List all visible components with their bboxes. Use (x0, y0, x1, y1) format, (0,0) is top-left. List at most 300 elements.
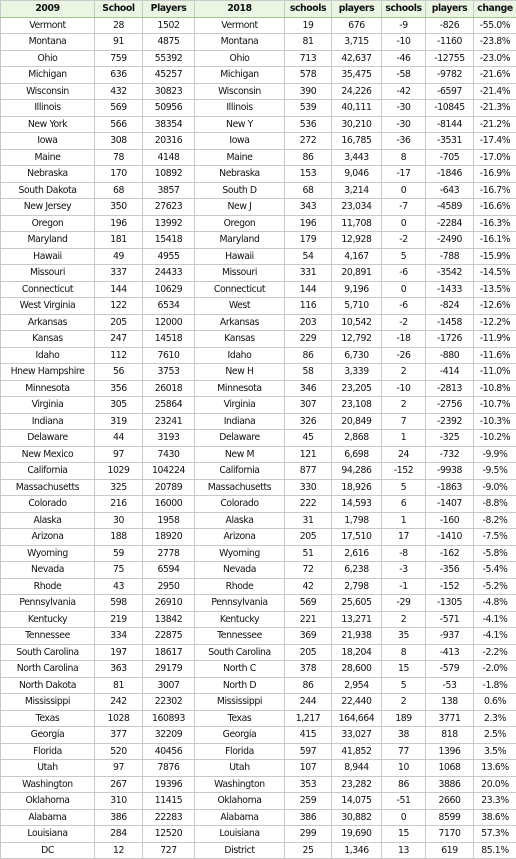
players-2009-cell[interactable]: 15418 (143, 232, 195, 249)
players-2018-cell[interactable]: 1,798 (332, 512, 382, 529)
players-diff-cell[interactable]: -10845 (426, 100, 474, 117)
state-2009-cell[interactable]: Kansas (1, 331, 95, 348)
players-2009-cell[interactable]: 7610 (143, 347, 195, 364)
players-2009-cell[interactable]: 160893 (143, 710, 195, 727)
state-2009-cell[interactable]: Delaware (1, 430, 95, 447)
schools-diff-cell[interactable]: 5 (382, 479, 426, 496)
schools-2009-cell[interactable]: 363 (95, 661, 143, 678)
state-2009-cell[interactable]: Maryland (1, 232, 95, 249)
players-diff-cell[interactable]: 1068 (426, 760, 474, 777)
players-2009-cell[interactable]: 20789 (143, 479, 195, 496)
schools-2018-cell[interactable]: 144 (285, 281, 332, 298)
players-diff-cell[interactable]: -325 (426, 430, 474, 447)
state-2009-cell[interactable]: Illinois (1, 100, 95, 117)
state-2018-cell[interactable]: Kansas (195, 331, 285, 348)
players-2018-cell[interactable]: 35,475 (332, 67, 382, 84)
state-2009-cell[interactable]: New York (1, 116, 95, 133)
players-2018-cell[interactable]: 30,882 (332, 809, 382, 826)
players-2018-cell[interactable]: 20,849 (332, 413, 382, 430)
players-2009-cell[interactable]: 55392 (143, 50, 195, 67)
state-2018-cell[interactable]: Delaware (195, 430, 285, 447)
schools-2009-cell[interactable]: 44 (95, 430, 143, 447)
players-2009-cell[interactable]: 3753 (143, 364, 195, 381)
players-diff-cell[interactable]: -3542 (426, 265, 474, 282)
schools-2009-cell[interactable]: 636 (95, 67, 143, 84)
schools-2009-cell[interactable]: 97 (95, 760, 143, 777)
players-diff-cell[interactable]: 1396 (426, 743, 474, 760)
players-2009-cell[interactable]: 12000 (143, 314, 195, 331)
schools-diff-cell[interactable]: -58 (382, 67, 426, 84)
schools-diff-cell[interactable]: -30 (382, 116, 426, 133)
change-cell[interactable]: -10.3% (474, 413, 516, 430)
players-2018-cell[interactable]: 20,891 (332, 265, 382, 282)
players-diff-cell[interactable]: -2756 (426, 397, 474, 414)
state-2018-cell[interactable]: West (195, 298, 285, 315)
change-cell[interactable]: -12.6% (474, 298, 516, 315)
players-2018-cell[interactable]: 25,605 (332, 595, 382, 612)
players-2018-cell[interactable]: 3,715 (332, 34, 382, 51)
schools-diff-cell[interactable]: -6 (382, 265, 426, 282)
change-cell[interactable]: -16.9% (474, 166, 516, 183)
players-2009-cell[interactable]: 18920 (143, 529, 195, 546)
players-diff-cell[interactable]: 2660 (426, 793, 474, 810)
state-2009-cell[interactable]: DC (1, 842, 95, 859)
players-2018-cell[interactable]: 23,205 (332, 380, 382, 397)
players-2009-cell[interactable]: 22283 (143, 809, 195, 826)
schools-2018-cell[interactable]: 259 (285, 793, 332, 810)
players-2009-cell[interactable]: 30823 (143, 83, 195, 100)
schools-2009-cell[interactable]: 59 (95, 545, 143, 562)
players-2009-cell[interactable]: 1502 (143, 17, 195, 34)
players-2009-cell[interactable]: 38354 (143, 116, 195, 133)
players-2009-cell[interactable]: 19396 (143, 776, 195, 793)
players-2018-cell[interactable]: 5,710 (332, 298, 382, 315)
state-2018-cell[interactable]: Oregon (195, 215, 285, 232)
players-2009-cell[interactable]: 11415 (143, 793, 195, 810)
schools-2018-cell[interactable]: 346 (285, 380, 332, 397)
state-2018-cell[interactable]: Texas (195, 710, 285, 727)
players-2018-cell[interactable]: 9,196 (332, 281, 382, 298)
schools-2018-cell[interactable]: 330 (285, 479, 332, 496)
players-2018-cell[interactable]: 23,108 (332, 397, 382, 414)
state-2009-cell[interactable]: Nebraska (1, 166, 95, 183)
schools-2018-cell[interactable]: 107 (285, 760, 332, 777)
players-diff-cell[interactable]: 138 (426, 694, 474, 711)
players-2018-cell[interactable]: 676 (332, 17, 382, 34)
schools-diff-cell[interactable]: -1 (382, 578, 426, 595)
players-2018-cell[interactable]: 2,954 (332, 677, 382, 694)
state-2009-cell[interactable]: Louisiana (1, 826, 95, 843)
schools-2009-cell[interactable]: 305 (95, 397, 143, 414)
state-2009-cell[interactable]: Hawaii (1, 248, 95, 265)
state-2018-cell[interactable]: New Y (195, 116, 285, 133)
schools-2009-cell[interactable]: 181 (95, 232, 143, 249)
state-2018-cell[interactable]: New J (195, 199, 285, 216)
state-2018-cell[interactable]: Michigan (195, 67, 285, 84)
players-diff-cell[interactable]: 7170 (426, 826, 474, 843)
change-cell[interactable]: -10.7% (474, 397, 516, 414)
state-2018-cell[interactable]: New H (195, 364, 285, 381)
state-2018-cell[interactable]: Maryland (195, 232, 285, 249)
schools-2018-cell[interactable]: 222 (285, 496, 332, 513)
players-2018-cell[interactable]: 1,346 (332, 842, 382, 859)
players-2018-cell[interactable]: 2,616 (332, 545, 382, 562)
players-2009-cell[interactable]: 4148 (143, 149, 195, 166)
players-diff-cell[interactable]: -162 (426, 545, 474, 562)
schools-2018-cell[interactable]: 116 (285, 298, 332, 315)
players-2009-cell[interactable]: 16000 (143, 496, 195, 513)
schools-diff-cell[interactable]: 1 (382, 512, 426, 529)
schools-diff-cell[interactable]: 77 (382, 743, 426, 760)
schools-diff-cell[interactable]: 38 (382, 727, 426, 744)
schools-2018-cell[interactable]: 877 (285, 463, 332, 480)
state-2018-cell[interactable]: Washington (195, 776, 285, 793)
change-cell[interactable]: -4.1% (474, 628, 516, 645)
players-2018-cell[interactable]: 6,238 (332, 562, 382, 579)
players-diff-cell[interactable]: -579 (426, 661, 474, 678)
header-cell-schools-diff[interactable]: schools (382, 1, 426, 18)
players-diff-cell[interactable]: -4589 (426, 199, 474, 216)
schools-2009-cell[interactable]: 759 (95, 50, 143, 67)
state-2018-cell[interactable]: Nevada (195, 562, 285, 579)
schools-diff-cell[interactable]: 24 (382, 446, 426, 463)
players-diff-cell[interactable]: -880 (426, 347, 474, 364)
players-2018-cell[interactable]: 2,868 (332, 430, 382, 447)
state-2018-cell[interactable]: Tennessee (195, 628, 285, 645)
schools-diff-cell[interactable]: 2 (382, 694, 426, 711)
state-2009-cell[interactable]: Missouri (1, 265, 95, 282)
schools-2009-cell[interactable]: 308 (95, 133, 143, 150)
players-diff-cell[interactable]: 8599 (426, 809, 474, 826)
header-cell-players[interactable]: Players (143, 1, 195, 18)
players-2009-cell[interactable]: 29179 (143, 661, 195, 678)
state-2018-cell[interactable]: California (195, 463, 285, 480)
schools-diff-cell[interactable]: -7 (382, 199, 426, 216)
players-2009-cell[interactable]: 104224 (143, 463, 195, 480)
players-2018-cell[interactable]: 17,510 (332, 529, 382, 546)
state-2009-cell[interactable]: Wisconsin (1, 83, 95, 100)
players-diff-cell[interactable]: -1726 (426, 331, 474, 348)
state-2018-cell[interactable]: South D (195, 182, 285, 199)
schools-2009-cell[interactable]: 81 (95, 677, 143, 694)
state-2009-cell[interactable]: Hnew Hampshire (1, 364, 95, 381)
schools-diff-cell[interactable]: -51 (382, 793, 426, 810)
players-diff-cell[interactable]: -1458 (426, 314, 474, 331)
players-diff-cell[interactable]: 619 (426, 842, 474, 859)
schools-2018-cell[interactable]: 386 (285, 809, 332, 826)
change-cell[interactable]: -2.0% (474, 661, 516, 678)
change-cell[interactable]: 23.3% (474, 793, 516, 810)
change-cell[interactable]: -9.0% (474, 479, 516, 496)
schools-diff-cell[interactable]: -42 (382, 83, 426, 100)
schools-diff-cell[interactable]: 35 (382, 628, 426, 645)
change-cell[interactable]: -10.8% (474, 380, 516, 397)
schools-2018-cell[interactable]: 86 (285, 149, 332, 166)
state-2009-cell[interactable]: California (1, 463, 95, 480)
schools-2009-cell[interactable]: 247 (95, 331, 143, 348)
schools-diff-cell[interactable]: 189 (382, 710, 426, 727)
schools-2009-cell[interactable]: 337 (95, 265, 143, 282)
schools-2009-cell[interactable]: 386 (95, 809, 143, 826)
state-2009-cell[interactable]: Wyoming (1, 545, 95, 562)
players-2018-cell[interactable]: 42,637 (332, 50, 382, 67)
change-cell[interactable]: 2.3% (474, 710, 516, 727)
players-2009-cell[interactable]: 10629 (143, 281, 195, 298)
schools-2009-cell[interactable]: 170 (95, 166, 143, 183)
state-2018-cell[interactable]: Connecticut (195, 281, 285, 298)
change-cell[interactable]: -11.9% (474, 331, 516, 348)
schools-diff-cell[interactable]: 1 (382, 430, 426, 447)
state-2018-cell[interactable]: Rhode (195, 578, 285, 595)
players-2009-cell[interactable]: 6534 (143, 298, 195, 315)
players-2018-cell[interactable]: 9,046 (332, 166, 382, 183)
state-2009-cell[interactable]: Minnesota (1, 380, 95, 397)
schools-2009-cell[interactable]: 144 (95, 281, 143, 298)
schools-diff-cell[interactable]: -30 (382, 100, 426, 117)
change-cell[interactable]: 2.5% (474, 727, 516, 744)
schools-2018-cell[interactable]: 569 (285, 595, 332, 612)
schools-2018-cell[interactable]: 81 (285, 34, 332, 51)
state-2009-cell[interactable]: Nevada (1, 562, 95, 579)
change-cell[interactable]: -14.5% (474, 265, 516, 282)
schools-2018-cell[interactable]: 153 (285, 166, 332, 183)
players-diff-cell[interactable]: 3771 (426, 710, 474, 727)
state-2018-cell[interactable]: District (195, 842, 285, 859)
state-2018-cell[interactable]: Wisconsin (195, 83, 285, 100)
state-2009-cell[interactable]: Arkansas (1, 314, 95, 331)
schools-2009-cell[interactable]: 30 (95, 512, 143, 529)
players-2009-cell[interactable]: 45257 (143, 67, 195, 84)
schools-2018-cell[interactable]: 1,217 (285, 710, 332, 727)
state-2009-cell[interactable]: Iowa (1, 133, 95, 150)
schools-2018-cell[interactable]: 86 (285, 677, 332, 694)
schools-2009-cell[interactable]: 122 (95, 298, 143, 315)
schools-diff-cell[interactable]: 6 (382, 496, 426, 513)
schools-2009-cell[interactable]: 197 (95, 644, 143, 661)
state-2018-cell[interactable]: Colorado (195, 496, 285, 513)
state-2018-cell[interactable]: Idaho (195, 347, 285, 364)
state-2018-cell[interactable]: Hawaii (195, 248, 285, 265)
players-2018-cell[interactable]: 12,792 (332, 331, 382, 348)
state-2009-cell[interactable]: Alaska (1, 512, 95, 529)
players-2018-cell[interactable]: 14,075 (332, 793, 382, 810)
state-2009-cell[interactable]: Alabama (1, 809, 95, 826)
schools-2009-cell[interactable]: 196 (95, 215, 143, 232)
players-diff-cell[interactable]: -160 (426, 512, 474, 529)
state-2018-cell[interactable]: Arizona (195, 529, 285, 546)
schools-2018-cell[interactable]: 326 (285, 413, 332, 430)
change-cell[interactable]: -16.7% (474, 182, 516, 199)
players-diff-cell[interactable]: -1433 (426, 281, 474, 298)
change-cell[interactable]: 57.3% (474, 826, 516, 843)
schools-diff-cell[interactable]: -10 (382, 34, 426, 51)
schools-diff-cell[interactable]: 7 (382, 413, 426, 430)
players-2018-cell[interactable]: 16,785 (332, 133, 382, 150)
players-2018-cell[interactable]: 94,286 (332, 463, 382, 480)
schools-2009-cell[interactable]: 356 (95, 380, 143, 397)
schools-2009-cell[interactable]: 569 (95, 100, 143, 117)
change-cell[interactable]: 85.1% (474, 842, 516, 859)
schools-diff-cell[interactable]: -29 (382, 595, 426, 612)
header-cell-schools[interactable]: schools (285, 1, 332, 18)
players-2009-cell[interactable]: 13992 (143, 215, 195, 232)
header-cell-change[interactable]: change (474, 1, 516, 18)
players-diff-cell[interactable]: -788 (426, 248, 474, 265)
state-2018-cell[interactable]: Massachusetts (195, 479, 285, 496)
schools-diff-cell[interactable]: -10 (382, 380, 426, 397)
players-diff-cell[interactable]: -732 (426, 446, 474, 463)
change-cell[interactable]: -8.8% (474, 496, 516, 513)
schools-2009-cell[interactable]: 78 (95, 149, 143, 166)
schools-2009-cell[interactable]: 319 (95, 413, 143, 430)
players-2018-cell[interactable]: 8,944 (332, 760, 382, 777)
schools-2018-cell[interactable]: 331 (285, 265, 332, 282)
schools-2018-cell[interactable]: 86 (285, 347, 332, 364)
players-diff-cell[interactable]: -1410 (426, 529, 474, 546)
players-diff-cell[interactable]: -356 (426, 562, 474, 579)
schools-2018-cell[interactable]: 179 (285, 232, 332, 249)
players-2018-cell[interactable]: 14,593 (332, 496, 382, 513)
state-2018-cell[interactable]: Nebraska (195, 166, 285, 183)
schools-2018-cell[interactable]: 203 (285, 314, 332, 331)
state-2009-cell[interactable]: North Dakota (1, 677, 95, 694)
schools-2018-cell[interactable]: 25 (285, 842, 332, 859)
players-diff-cell[interactable]: -1846 (426, 166, 474, 183)
players-diff-cell[interactable]: -1407 (426, 496, 474, 513)
state-2018-cell[interactable]: Maine (195, 149, 285, 166)
state-2018-cell[interactable]: Alaska (195, 512, 285, 529)
change-cell[interactable]: -16.3% (474, 215, 516, 232)
players-diff-cell[interactable]: -2284 (426, 215, 474, 232)
players-2009-cell[interactable]: 27623 (143, 199, 195, 216)
schools-diff-cell[interactable]: -3 (382, 562, 426, 579)
state-2009-cell[interactable]: Rhode (1, 578, 95, 595)
schools-2009-cell[interactable]: 566 (95, 116, 143, 133)
schools-diff-cell[interactable]: -8 (382, 545, 426, 562)
schools-2009-cell[interactable]: 1028 (95, 710, 143, 727)
players-2018-cell[interactable]: 18,204 (332, 644, 382, 661)
state-2018-cell[interactable]: Montana (195, 34, 285, 51)
players-2018-cell[interactable]: 40,111 (332, 100, 382, 117)
schools-2018-cell[interactable]: 390 (285, 83, 332, 100)
state-2018-cell[interactable]: Vermont (195, 17, 285, 34)
schools-2018-cell[interactable]: 299 (285, 826, 332, 843)
players-2018-cell[interactable]: 21,938 (332, 628, 382, 645)
state-2009-cell[interactable]: Colorado (1, 496, 95, 513)
players-diff-cell[interactable]: -152 (426, 578, 474, 595)
state-2018-cell[interactable]: South Carolina (195, 644, 285, 661)
players-2009-cell[interactable]: 50956 (143, 100, 195, 117)
players-diff-cell[interactable]: -2490 (426, 232, 474, 249)
players-2009-cell[interactable]: 25864 (143, 397, 195, 414)
state-2009-cell[interactable]: Maine (1, 149, 95, 166)
change-cell[interactable]: -5.8% (474, 545, 516, 562)
schools-2018-cell[interactable]: 415 (285, 727, 332, 744)
state-2009-cell[interactable]: Pennsylvania (1, 595, 95, 612)
state-2018-cell[interactable]: Louisiana (195, 826, 285, 843)
change-cell[interactable]: -1.8% (474, 677, 516, 694)
state-2009-cell[interactable]: South Dakota (1, 182, 95, 199)
players-2018-cell[interactable]: 30,210 (332, 116, 382, 133)
state-2018-cell[interactable]: North C (195, 661, 285, 678)
schools-diff-cell[interactable]: 0 (382, 281, 426, 298)
players-diff-cell[interactable]: -413 (426, 644, 474, 661)
schools-diff-cell[interactable]: -2 (382, 232, 426, 249)
schools-2018-cell[interactable]: 205 (285, 644, 332, 661)
players-2009-cell[interactable]: 12520 (143, 826, 195, 843)
change-cell[interactable]: 38.6% (474, 809, 516, 826)
schools-2018-cell[interactable]: 221 (285, 611, 332, 628)
schools-2018-cell[interactable]: 68 (285, 182, 332, 199)
change-cell[interactable]: -5.2% (474, 578, 516, 595)
players-2018-cell[interactable]: 3,214 (332, 182, 382, 199)
state-2018-cell[interactable]: Utah (195, 760, 285, 777)
schools-2018-cell[interactable]: 378 (285, 661, 332, 678)
state-2018-cell[interactable]: Minnesota (195, 380, 285, 397)
state-2018-cell[interactable]: Mississippi (195, 694, 285, 711)
state-2009-cell[interactable]: Michigan (1, 67, 95, 84)
schools-2018-cell[interactable]: 539 (285, 100, 332, 117)
schools-diff-cell[interactable]: -9 (382, 17, 426, 34)
schools-2018-cell[interactable]: 343 (285, 199, 332, 216)
players-diff-cell[interactable]: -571 (426, 611, 474, 628)
players-2018-cell[interactable]: 41,852 (332, 743, 382, 760)
change-cell[interactable]: -21.6% (474, 67, 516, 84)
players-2009-cell[interactable]: 18617 (143, 644, 195, 661)
players-diff-cell[interactable]: -2813 (426, 380, 474, 397)
players-2018-cell[interactable]: 164,664 (332, 710, 382, 727)
state-2018-cell[interactable]: Ohio (195, 50, 285, 67)
players-2018-cell[interactable]: 24,226 (332, 83, 382, 100)
schools-diff-cell[interactable]: 8 (382, 149, 426, 166)
change-cell[interactable]: -4.8% (474, 595, 516, 612)
state-2009-cell[interactable]: Mississippi (1, 694, 95, 711)
change-cell[interactable]: -15.9% (474, 248, 516, 265)
players-diff-cell[interactable]: -414 (426, 364, 474, 381)
state-2009-cell[interactable]: Washington (1, 776, 95, 793)
state-2018-cell[interactable]: North D (195, 677, 285, 694)
players-2009-cell[interactable]: 20316 (143, 133, 195, 150)
schools-diff-cell[interactable]: 0 (382, 215, 426, 232)
players-2018-cell[interactable]: 6,730 (332, 347, 382, 364)
players-2009-cell[interactable]: 26018 (143, 380, 195, 397)
schools-diff-cell[interactable]: 15 (382, 826, 426, 843)
schools-2009-cell[interactable]: 520 (95, 743, 143, 760)
schools-2009-cell[interactable]: 325 (95, 479, 143, 496)
change-cell[interactable]: -9.5% (474, 463, 516, 480)
players-2009-cell[interactable]: 24433 (143, 265, 195, 282)
players-diff-cell[interactable]: 3886 (426, 776, 474, 793)
players-diff-cell[interactable]: -9938 (426, 463, 474, 480)
header-cell-school[interactable]: School (95, 1, 143, 18)
change-cell[interactable]: -4.1% (474, 611, 516, 628)
schools-2009-cell[interactable]: 188 (95, 529, 143, 546)
change-cell[interactable]: -12.2% (474, 314, 516, 331)
schools-2018-cell[interactable]: 597 (285, 743, 332, 760)
change-cell[interactable]: -2.2% (474, 644, 516, 661)
state-2018-cell[interactable]: Georgia (195, 727, 285, 744)
players-2009-cell[interactable]: 40456 (143, 743, 195, 760)
players-2009-cell[interactable]: 22875 (143, 628, 195, 645)
header-cell-players-2018[interactable]: players (332, 1, 382, 18)
schools-2009-cell[interactable]: 205 (95, 314, 143, 331)
schools-2009-cell[interactable]: 1029 (95, 463, 143, 480)
change-cell[interactable]: -21.2% (474, 116, 516, 133)
change-cell[interactable]: -10.2% (474, 430, 516, 447)
schools-2009-cell[interactable]: 49 (95, 248, 143, 265)
change-cell[interactable]: -11.6% (474, 347, 516, 364)
players-2009-cell[interactable]: 7876 (143, 760, 195, 777)
